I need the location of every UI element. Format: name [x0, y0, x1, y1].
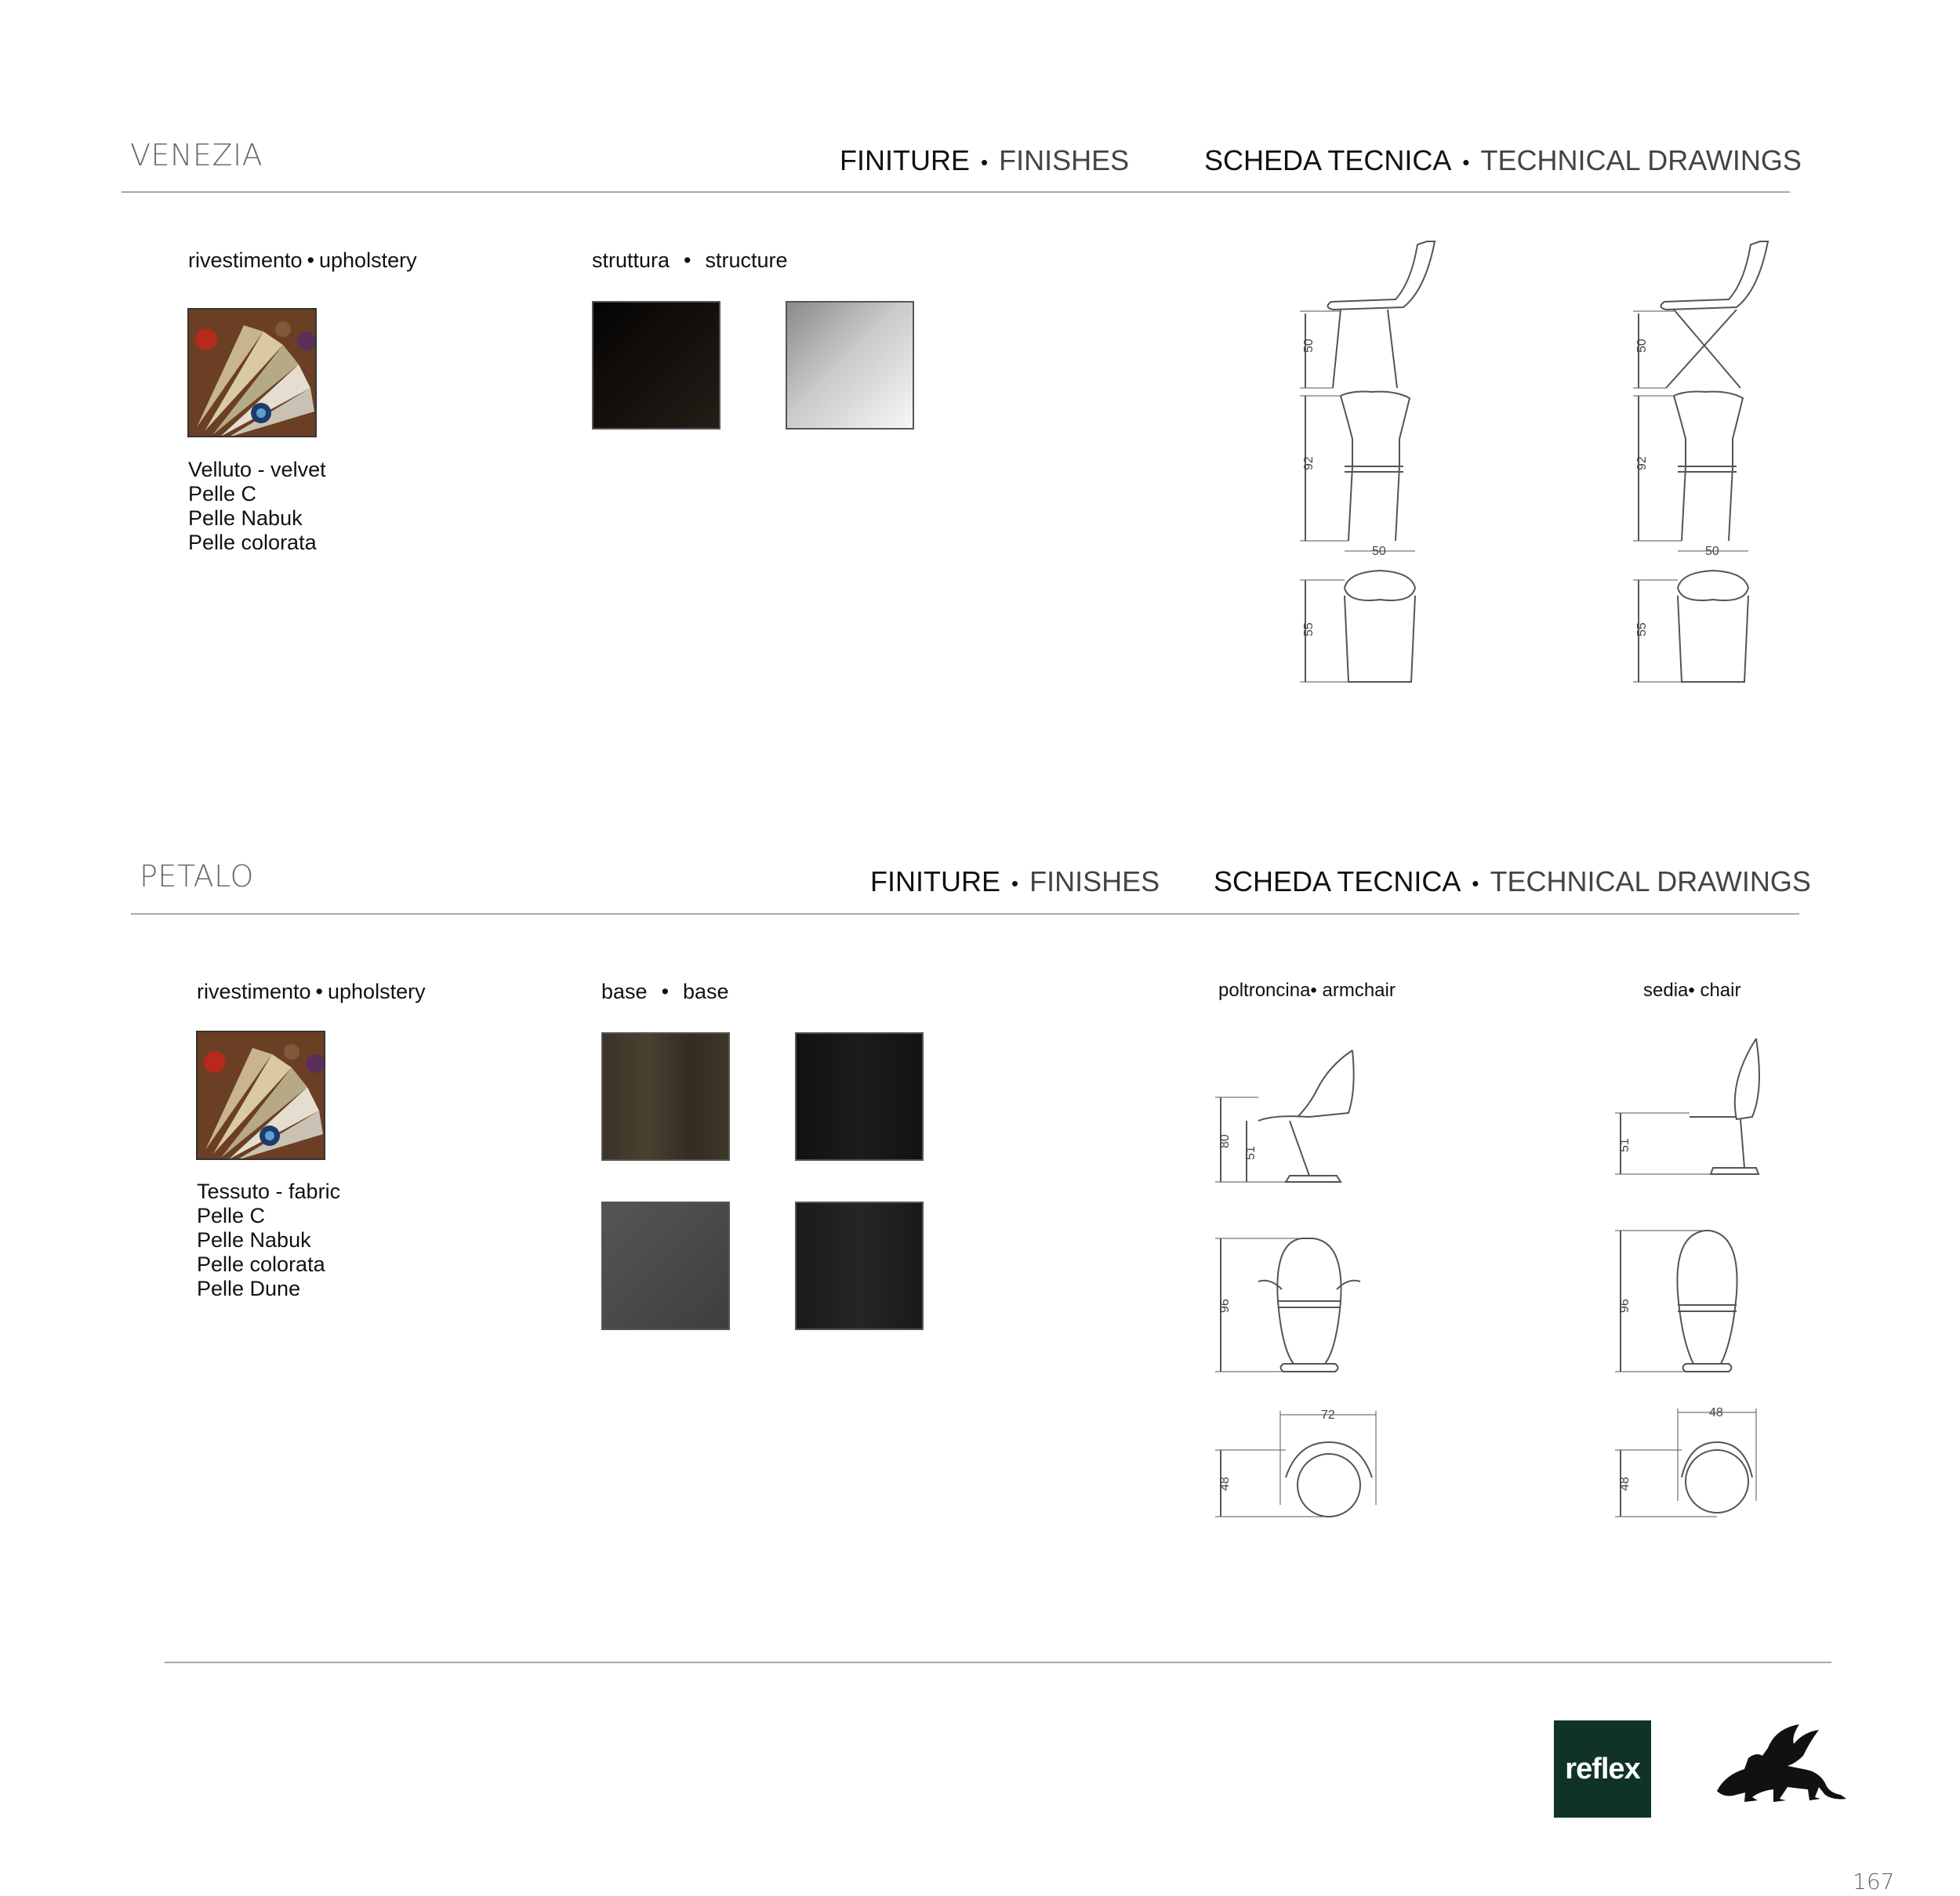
finishes-header-light: FINISHES — [999, 144, 1130, 176]
winged-lion-logo — [1701, 1720, 1850, 1814]
dimension-label: 51 — [1618, 1138, 1632, 1152]
technical-header — [1204, 144, 1802, 177]
fabric-sample-image — [196, 1031, 325, 1160]
armchair-label: poltroncina• armchair — [1218, 980, 1396, 1001]
list-item: Pelle Nabuk — [197, 1228, 311, 1252]
dimension-label: 92 — [1302, 456, 1316, 470]
upholstery-label-en: upholstery — [319, 248, 417, 272]
upholstery-options-list — [188, 458, 326, 555]
dimension-label: 50 — [1635, 339, 1649, 353]
base-swatch-bronze — [601, 1032, 730, 1161]
dimension-label: 96 — [1618, 1299, 1632, 1313]
dimension-label: 48 — [1709, 1406, 1723, 1419]
bullet: • — [307, 248, 314, 272]
section-divider — [122, 191, 1790, 193]
technical-header-strong: SCHEDA TECNICA — [1204, 144, 1452, 176]
structure-swatch-chrome — [786, 301, 914, 430]
list-item: Tessuto - fabric — [197, 1180, 341, 1203]
section-title-petalo: PETALO — [140, 859, 254, 894]
bullet: • — [1462, 150, 1470, 174]
base-swatch-black — [795, 1032, 924, 1161]
upholstery-label-it: rivestimento — [197, 980, 311, 1003]
bullet: • — [315, 980, 323, 1003]
chair-label: sedia• chair — [1643, 980, 1741, 1001]
base-swatch-grey — [601, 1202, 730, 1330]
list-item: Pelle colorata — [197, 1253, 325, 1276]
dimension-label: 72 — [1321, 1408, 1335, 1422]
dimension-label: 92 — [1635, 456, 1649, 470]
upholstery-label — [197, 980, 426, 1004]
technical-drawing-venezia-2 — [1619, 235, 1776, 690]
dimension-label: 50 — [1302, 339, 1316, 353]
base-label-en: base — [683, 980, 729, 1003]
structure-label-en: structure — [705, 248, 788, 272]
finishes-header — [870, 865, 1160, 898]
structure-label — [592, 248, 788, 273]
finishes-header-strong: FINITURE — [840, 144, 970, 176]
section-title-venezia: VENEZIA — [130, 138, 263, 172]
upholstery-label — [188, 248, 417, 273]
bullet: • — [661, 980, 670, 1003]
technical-drawing-venezia-1 — [1286, 235, 1443, 690]
reflex-logo-text: reflex — [1565, 1752, 1640, 1785]
technical-drawing-chair — [1611, 1027, 1768, 1536]
finishes-header-strong: FINITURE — [870, 865, 1000, 897]
base-swatch-dark — [795, 1202, 924, 1330]
bullet: • — [1011, 871, 1019, 895]
finishes-header-light: FINISHES — [1029, 865, 1160, 897]
fabric-sample-image — [187, 308, 317, 437]
base-label-it: base — [601, 980, 648, 1003]
dimension-label: 50 — [1372, 545, 1386, 558]
technical-header-strong: SCHEDA TECNICA — [1214, 865, 1461, 897]
dimension-label: 55 — [1302, 622, 1316, 636]
dimension-label: 51 — [1244, 1146, 1258, 1160]
technical-header — [1214, 865, 1811, 898]
footer-divider — [165, 1662, 1831, 1663]
dimension-label: 48 — [1218, 1477, 1232, 1491]
technical-header-light: TECHNICAL DRAWINGS — [1480, 144, 1802, 176]
bullet: • — [684, 248, 691, 272]
reflex-logo — [1554, 1720, 1651, 1818]
list-item: Velluto - velvet — [188, 458, 326, 481]
technical-header-light: TECHNICAL DRAWINGS — [1490, 865, 1811, 897]
list-item: Pelle colorata — [188, 531, 317, 554]
structure-label-it: struttura — [592, 248, 670, 272]
list-item: Pelle C — [197, 1204, 266, 1227]
dimension-label: 96 — [1218, 1299, 1232, 1313]
upholstery-label-en: upholstery — [328, 980, 426, 1003]
upholstery-label-it: rivestimento — [188, 248, 303, 272]
dimension-label: 48 — [1618, 1477, 1632, 1491]
structure-swatch-black — [592, 301, 720, 430]
bullet: • — [1472, 871, 1479, 895]
section-divider — [131, 913, 1799, 915]
finishes-header — [840, 144, 1129, 177]
list-item: Pelle C — [188, 482, 257, 506]
technical-drawing-armchair — [1211, 1042, 1384, 1536]
base-label — [601, 980, 729, 1004]
page-number: 167 — [1853, 1869, 1895, 1894]
upholstery-options-list — [197, 1180, 340, 1301]
bullet: • — [981, 150, 989, 174]
dimension-label: 80 — [1218, 1134, 1232, 1148]
list-item: Pelle Nabuk — [188, 506, 303, 530]
dimension-label: 50 — [1705, 545, 1719, 558]
list-item: Pelle Dune — [197, 1277, 301, 1300]
dimension-label: 55 — [1635, 622, 1649, 636]
